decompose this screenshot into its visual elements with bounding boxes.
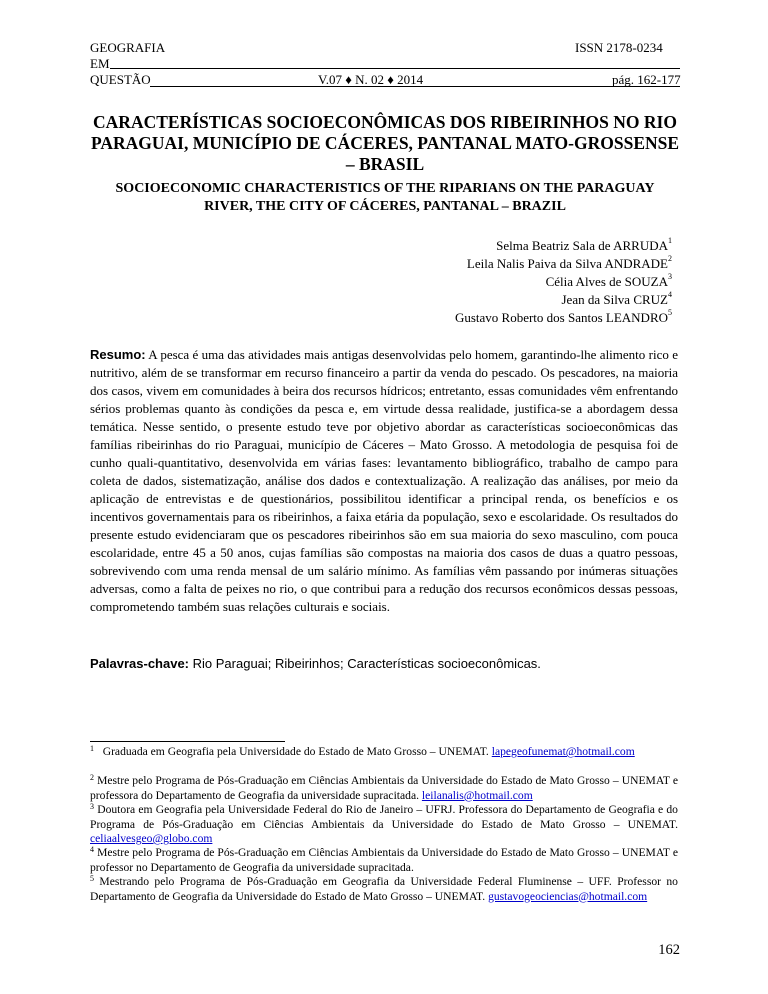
page-number: 162 (658, 942, 680, 958)
journal-name-line1: GEOGRAFIA (90, 40, 166, 55)
footnote-2: $^2$ Mestre pelo Programa de Pós-Graduação em Ciências Ambientais da Universidade do Estado de Mato Grosso – UNEMAT e professora do Departamento de Geografia da universidade supracitada. leilanalis@hotmail.com (90, 773, 679, 802)
journal-name-line3: QUESTÃO (90, 72, 151, 87)
issn: ISSN 2178-0234 (575, 40, 663, 55)
footnote-4: $^4$ Mestre pelo Programa de Pós-Graduação em Ciências Ambientais da Universidade do Estado de Mato Grosso – UNEMAT e professor no Departamento de Geografia da universidade supracitada. (90, 845, 679, 874)
author: Leila Nalis Paiva da Silva ANDRADE$^2$ (466, 254, 672, 271)
footnote-email-link[interactable]: celiaalvesgeo@globo.com (90, 832, 213, 845)
journal-name-line2: EM (90, 56, 110, 71)
keywords (90, 655, 678, 673)
author: Célia Alves de SOUZA$^3$ (545, 272, 672, 289)
author: Selma Beatriz Sala de ARRUDA$^1$ (496, 236, 672, 253)
abstract (90, 346, 678, 616)
keywords-text: Rio Paraguai; Ribeirinhos; Características socioeconômicas. (192, 656, 541, 671)
footnote-3: $^3$ Doutora em Geografia pela Universidade Federal do Rio de Janeiro – UFRJ. Professora do Departamento de Geografia e do Programa de Pós-Graduação em Ciências Ambientais da Universidade do Estado de Mato Grosso – UNEMAT. celiaalvesgeo@globo.com (90, 802, 678, 845)
page-range: pág. 162-177 (612, 72, 681, 87)
article-subtitle: SOCIOECONOMIC CHARACTERISTICS OF THE RIPARIANS ON THE PARAGUAY RIVER, THE CITY OF CÁCERES, PANTANAL – BRAZIL (115, 181, 655, 214)
footnote-separator (90, 741, 285, 742)
keywords-label: Palavras-chave: (90, 656, 190, 671)
footnote-email-link[interactable]: lapegeofunemat@hotmail.com (491, 745, 635, 758)
author: Jean da Silva CRUZ$^4$ (561, 290, 672, 307)
footnote-5: $^5$ Mestrando pelo Programa de Pós-Graduação em Geografia da Universidade Federal Fluminense – UFF. Professor no Departamento de Geografia da Universidade do Estado de Mato Grosso – UNEMAT. gustavogeociencias@hotmail.com (90, 874, 678, 903)
footnote-email-link[interactable]: gustavogeociencias@hotmail.com (488, 889, 648, 903)
abstract-label: Resumo: (90, 347, 146, 362)
article-title: CARACTERÍSTICAS SOCIOECONÔMICAS DOS RIBEIRINHOS NO RIO PARAGUAI, MUNICÍPIO DE CÁCERES, PANTANAL MATO-GROSSENSE – BRASIL (90, 112, 680, 174)
abstract-text: A pesca é uma das atividades mais antigas desenvolvidas pelo homem, garantindo-lhe alimento rico e nutritivo, além de se transformar em recurso financeiro a partir da venda do pescado. Os pescadores, na maioria dos casos, vivem em comunidades à beira dos recursos hídricos; entretanto, essas comunidades vêm enfrentando sérios problemas quanto às condições da pesca e, em virtude dessa realidade, justifica-se a abordagem dessa temática. Nesse sentido, o presente estudo teve por objetivo abordar as características socioeconômicas das famílias ribeirinhas do rio Paraguai, município de Cáceres – Mato Grosso. A metodologia de pesquisa foi de cunho quali-quantitativo, desenvolvida em várias fases: levantamento bibliográfico, trabalho de campo para coleta de dados, sistematização, análise dos dados e contextualização. A realização das análises, por meio da aplicação de entrevistas e de questionários, possibilitou identificar a principal renda, os benefícios e os incentivos governamentais para os ribeirinhos, a faixa etária da população, sexo e escolaridade. Os resultados do presente estudo evidenciaram que os pescadores ribeirinhos são em sua maioria do sexo masculino, com pouca escolaridade, entre 45 a 50 anos, cujas famílias são compostas na maioria dos casos de duas a quatro pessoas, sobrevivendo com uma renda mensal de um salário mínimo. As famílias vêm passando por inúmeras situações adversas, como a falta de peixes no rio, o que contribui para a redução dos recursos econômicos dessas pessoas, comprometendo também suas relações culturais e sociais. (90, 347, 678, 614)
header-rule-bottom (150, 86, 680, 87)
footnote-email-link[interactable]: leilanalis@hotmail.com (421, 788, 533, 802)
author-list (455, 237, 672, 327)
author: Gustavo Roberto dos Santos LEANDRO$^5$ (454, 308, 672, 325)
footnote-1: $^1$ Graduada em Geografia pela Universidade do Estado de Mato Grosso – UNEMAT. lapegeofunemat@hotmail.com (90, 744, 635, 758)
header-rule-top (110, 68, 680, 69)
volume-info: V.07 ♦ N. 02 ♦ 2014 (318, 72, 424, 87)
